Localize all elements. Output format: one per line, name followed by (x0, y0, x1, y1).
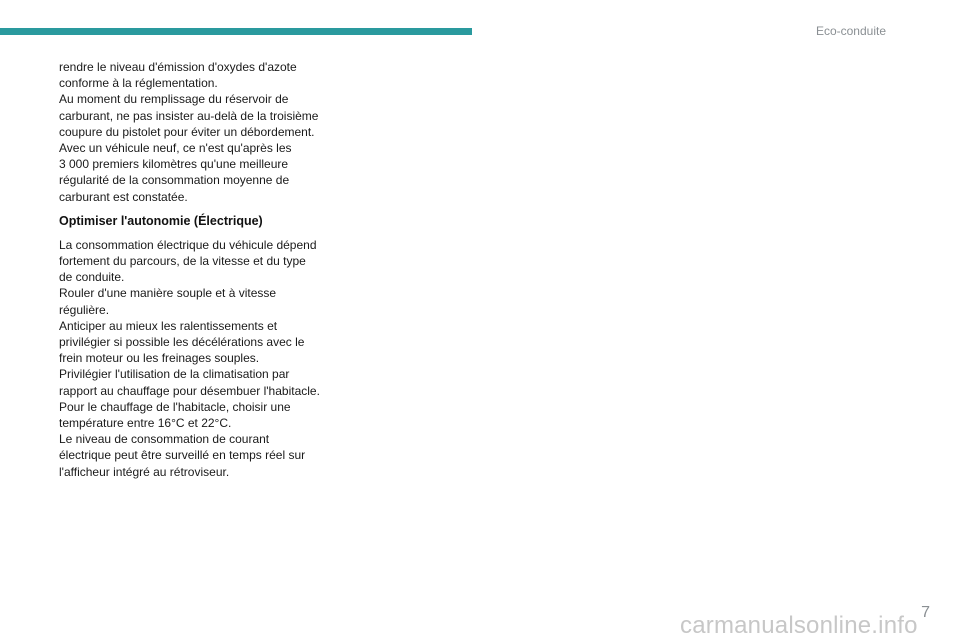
text-line: température entre 16°C et 22°C. (59, 416, 232, 431)
text-line: régulière. (59, 302, 110, 317)
text-line: fortement du parcours, de la vitesse et du type (59, 254, 306, 269)
text-line: électrique peut être surveillé en temps réel sur (59, 448, 306, 463)
header-accent-bar (0, 28, 472, 35)
text-line: coupure du pistolet pour éviter un débordement. (59, 124, 315, 139)
text-line: privilégier si possible les décélérations avec le (59, 335, 305, 350)
text-line: régularité de la consommation moyenne de (59, 173, 290, 188)
text-line: carburant est constatée. (59, 189, 188, 204)
text-line: rapport au chauffage pour désembuer l'habitacle. (59, 383, 320, 398)
text-line: conforme à la réglementation. (59, 76, 218, 91)
text-line: l'afficheur intégré au rétroviseur. (59, 464, 230, 479)
text-line: frein moteur ou les freinages souples. (59, 351, 260, 366)
text-line: Avec un véhicule neuf, ce n'est qu'après les (59, 141, 292, 156)
page-number: 7 (921, 604, 930, 621)
text-line: Pour le chauffage de l'habitacle, choisir une (59, 399, 291, 414)
section-heading: Optimiser l'autonomie (Électrique) (59, 213, 263, 228)
text-line: carburant, ne pas insister au-delà de la troisième (59, 108, 319, 123)
watermark: carmanualsonline.info (680, 612, 918, 639)
text-line: Le niveau de consommation de courant (59, 432, 270, 447)
text-line: La consommation électrique du véhicule dépend (59, 237, 317, 252)
text-line: Rouler d'une manière souple et à vitesse (59, 286, 277, 301)
text-line: Anticiper au mieux les ralentissements et (59, 318, 278, 333)
text-line: Au moment du remplissage du réservoir de (59, 92, 289, 107)
page-content (59, 59, 339, 480)
text-line: de conduite. (59, 270, 125, 285)
text-line: rendre le niveau d'émission d'oxydes d'azote (59, 60, 297, 74)
text-line: 3 000 premiers kilomètres qu'une meilleure (59, 157, 289, 172)
text-line: Privilégier l'utilisation de la climatisation par (59, 367, 290, 382)
section-title: Eco-conduite (815, 24, 886, 38)
text-block-electric (59, 237, 339, 480)
text-block-intro (59, 59, 339, 205)
